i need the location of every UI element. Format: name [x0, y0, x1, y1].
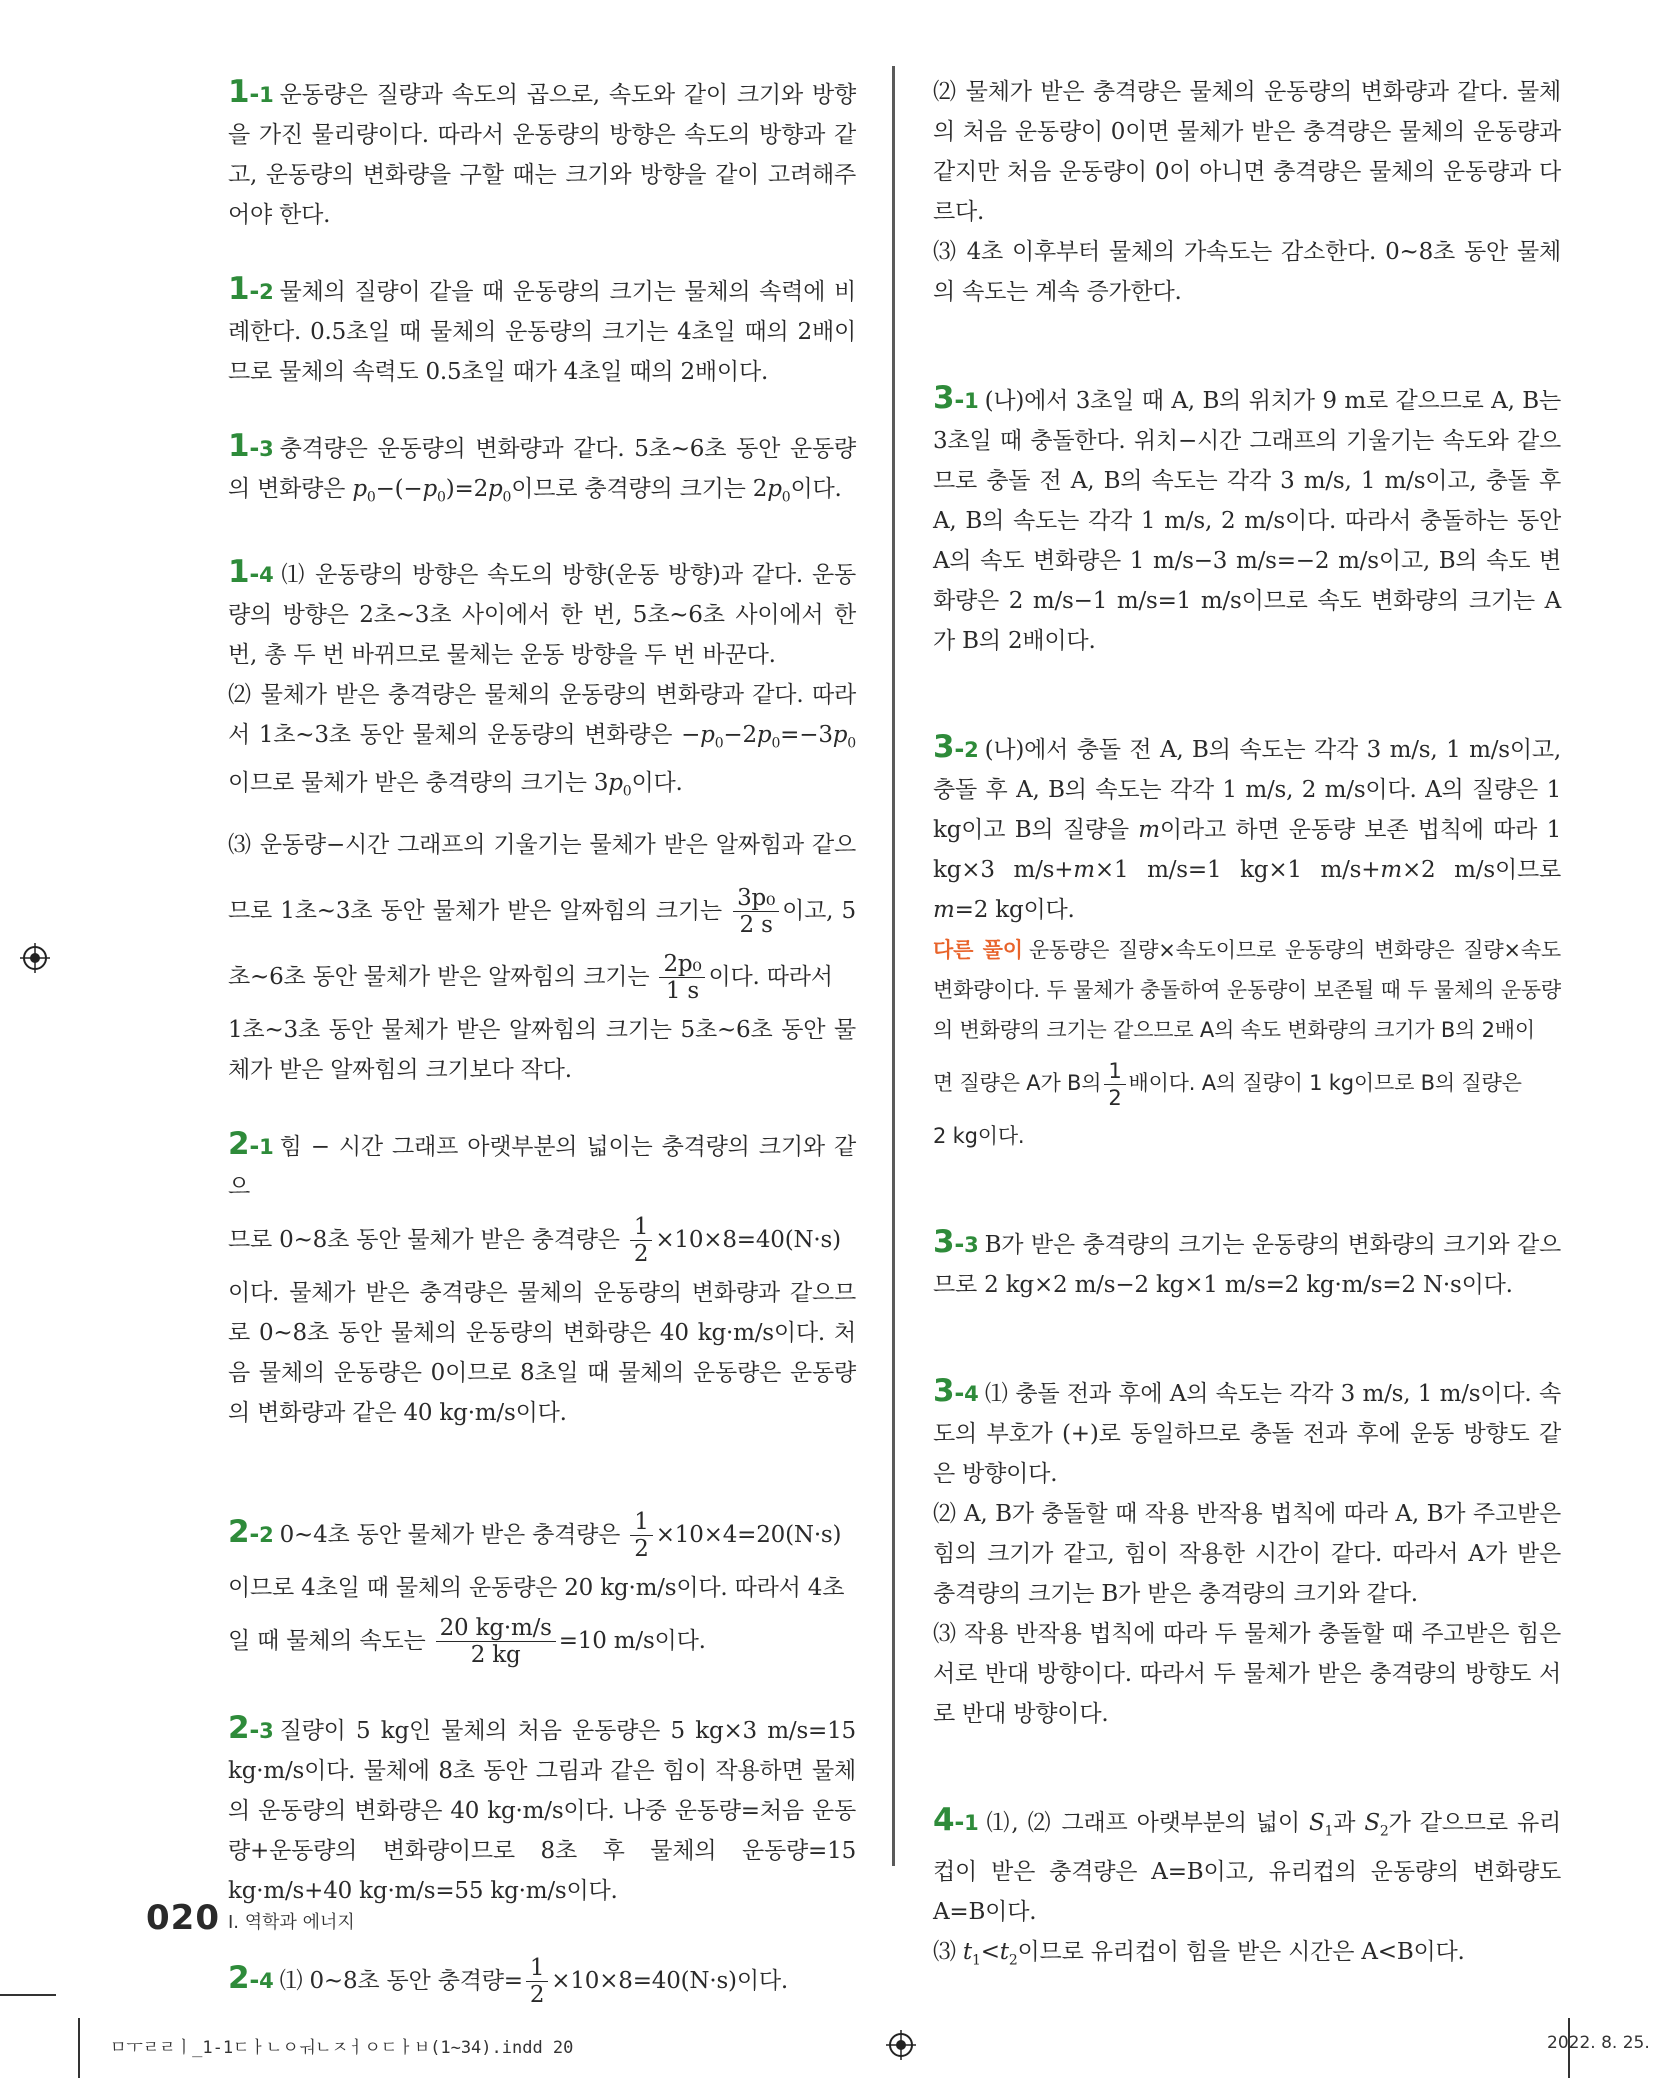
answer-tag: 3-4	[933, 1373, 979, 1409]
answer-tag: 3-3	[933, 1224, 979, 1260]
fraction: $\frac{1}{2}$	[1104, 1058, 1125, 1111]
answer-3-2-main: 3-2 (나)에서 충돌 전 A, B의 속도는 각각 3 m/s, 1 m/s이고, 충돌 후 A, B의 속도는 각각 1 m/s, 2 m/s이다. A의 질량은 1 kg이고 B의 질량을 m이라고 하면 운동량 보존 법칙에 따라 1 kg×3 m/s+m×1 m/s=1 kg×1 m/s+m×2 m/s이므로 m=2 kg이다.	[933, 729, 1562, 923]
answer-4-1-part3: ⑶ $t_1<t_2$이므로 유리컵이 힘을 받은 시간은 A<B이다.	[933, 1938, 1465, 1969]
slug-date: 2022. 8. 25.	[1547, 2033, 1650, 2053]
answer-tag: 3-2	[933, 729, 979, 765]
fraction: $\frac{1}{2}$	[526, 1955, 548, 2008]
right-column	[933, 72, 1561, 1980]
column-divider	[892, 66, 895, 1866]
crop-mark	[78, 2018, 80, 2078]
answer-2-1-line2: 므로 0~8초 동안 물체가 받은 충격량은 $\frac{1}{2}$ ×10×8=40(N·s)	[228, 1214, 841, 1268]
answer-3-1: 3-1 (나)에서 3초일 때 A, B의 위치가 9 m로 같으므로 A, B는 3초일 때 충돌한다. 위치−시간 그래프의 기울기는 속도와 같으므로 충돌 전 A, B의 속도는 각각 3 m/s, 1 m/s이고, 충돌 후 A, B의 속도는 각각 1 m/s, 2 m/s이다. 따라서 충돌하는 동안 A의 속도 변화량은 1 m/s−3 m/s=−2 m/s이고, B의 속도 변화량은 2 m/s−1 m/s=1 m/s이므로 속도 변화량의 크기는 A가 B의 2배이다.	[933, 380, 1561, 654]
answer-tag: 1-2	[228, 271, 274, 307]
left-column	[228, 72, 856, 2014]
answer-2-2-line3: 일 때 물체의 속도는 $\frac{20 kg\cdot m/s}{2 kg}$ =10 m/s이다.	[228, 1615, 706, 1669]
fraction: $\frac{1}{2}$	[630, 1509, 652, 1562]
answer-1-4-part3: ⑶ 운동량−시간 그래프의 기울기는 물체가 받은 알짜힘과 같으므로 1초~3초 동안 물체가 받은 알짜힘의 크기는 $\frac{\text{3p₀}}{2 s}$ 이고, 5초~6초 동안 물체가 받은 알짜힘의 크기는 $\frac{\text{2p₀}}{1 s}$ 이다. 따라서	[228, 831, 856, 1005]
answer-1-3: 1-3 충격량은 운동량의 변화량과 같다. 5초~6초 동안 운동량의 변화량은 $p_0-(-p_0)=2p_0$이므로 충격량의 크기는 $2p_0$이다.	[228, 428, 856, 506]
answer-tag: 2-1	[228, 1125, 274, 1162]
answer-2-2-line1: 2-2 0~4초 동안 물체가 받은 충격량은 $\frac{1}{2}$ ×10×4=20(N·s)	[228, 1509, 842, 1563]
fraction: $\frac{1}{2}$	[630, 1214, 652, 1267]
crop-mark	[0, 1994, 56, 1996]
alternative-solution-line: 면 질량은 A가 B의 $\frac{1}{2}$ 배이다. A의 질량이 1 kg이므로 B의 질량은	[933, 1058, 1522, 1110]
answer-2-3: 2-3 질량이 5 kg인 물체의 처음 운동량은 5 kg×3 m/s=15 kg·m/s이다. 물체에 8초 동안 그림과 같은 힘이 작용하면 물체의 운동량의 변화량은 40 kg·m/s이다. 나중 운동량=처음 운동량+운동량의 변화량이므로 8초 후 물체의 운동량=15 kg·m/s+40 kg·m/s=55 kg·m/s이다.	[228, 1709, 856, 1904]
answer-1-4-part3-cont: 1초~3초 동안 물체가 받은 알짜힘의 크기는 5초~6초 동안 물체가 받은 알짜힘의 크기보다 작다.	[228, 1016, 856, 1083]
answer-3-4-part2: ⑵ A, B가 충돌할 때 작용 반작용 법칙에 따라 A, B가 주고받은 힘의 크기가 같고, 힘이 작용한 시간이 같다. 따라서 A가 받은 충격량의 크기는 B가 받은 충격량의 크기와 같다.	[933, 1501, 1561, 1607]
answer-2-4: 2-4 ⑴ 0~8초 동안 충격량= $\frac{1}{2}$ ×10×8=40(N·s)이다.	[228, 1955, 788, 2009]
answer-2-1	[228, 1124, 856, 1433]
answer-4-1-part1: 4-1 ⑴, ⑵ 그래프 아랫부분의 넓이 $S_1$과 $S_2$가 같으므로 유리컵이 받은 충격량은 A=B이고, 유리컵의 운동량의 변화량도 A=B이다.	[933, 1802, 1561, 1925]
answer-tag: 1-1	[228, 74, 274, 110]
answer-2-1-rest: 이다. 물체가 받은 충격량은 물체의 운동량의 변화량과 같으므로 0~8초 동안 물체의 운동량의 변화량은 40 kg·m/s이다. 처음 물체의 운동량은 0이므로 8초일 때 물체의 운동량은 운동량의 변화량과 같은 40 kg·m/s이다.	[228, 1279, 856, 1426]
answer-tag: 2-2	[228, 1513, 274, 1550]
answer-4-1	[933, 1800, 1561, 1980]
answer-1-1: 1-1 운동량은 질량과 속도의 곱으로, 속도와 같이 크기와 방향을 가진 물리량이다. 따라서 운동량의 방향은 속도의 방향과 같고, 운동량의 변화량을 구할 때는 크기와 방향을 같이 고려해주어야 한다.	[228, 74, 856, 228]
page-number: 020	[146, 1898, 220, 1938]
answer-tag: 1-4	[228, 553, 274, 590]
chapter-title: I. 역학과 에너지	[228, 1912, 355, 1933]
answer-2-4-part3: ⑶ 4초 이후부터 물체의 가속도는 감소한다. 0~8초 동안 물체의 속도는 계속 증가한다.	[933, 239, 1561, 305]
answer-3-4-part3: ⑶ 작용 반작용 법칙에 따라 두 물체가 충돌할 때 주고받은 힘은 서로 반대 방향이다. 따라서 두 물체가 받은 충격량의 방향도 서로 반대 방향이다.	[933, 1621, 1561, 1727]
fraction: $\frac{20 kg\cdot m/s}{2 kg}$	[436, 1615, 556, 1668]
answer-2-1-line1: 2-1 힘 − 시간 그래프 아랫부분의 넓이는 충격량의 크기와 같으	[228, 1125, 856, 1200]
alternative-solution: 다른 풀이 운동량은 질량×속도이므로 운동량의 변화량은 질량×속도 변화량이다. 두 물체가 충돌하여 운동량이 보존될 때 두 물체의 운동량의 변화량의 크기는 같으므로 A의 속도 변화량의 크기가 B의 2배이	[933, 938, 1561, 1042]
alternative-solution-end: 2 kg이다.	[933, 1124, 1025, 1148]
registration-mark-icon	[20, 943, 50, 973]
answer-2-2-line2: 이므로 4초일 때 물체의 운동량은 20 kg·m/s이다. 따라서 4초	[228, 1574, 845, 1601]
answer-tag: 3-1	[933, 380, 979, 416]
answer-1-4-part1: 1-4 ⑴ 운동량의 방향은 속도의 방향(운동 방향)과 같다. 운동량의 방향은 2초~3초 사이에서 한 번, 5초~6초 사이에서 한 번, 총 두 번 바뀌므로 물체는 운동 방향을 두 번 바꾼다.	[228, 553, 856, 668]
answer-3-4	[933, 1371, 1561, 1734]
answer-tag: 2-4	[228, 1959, 274, 1996]
registration-mark-icon	[886, 2030, 916, 2060]
answer-1-4-part2: ⑵ 물체가 받은 충격량은 물체의 운동량의 변화량과 같다. 따라서 1초~3초 동안 물체의 운동량의 변화량은 $-p_0-2p_0=-3p_0$이므로 물체가 받은 충격량의 크기는 $3p_0$이다.	[228, 681, 856, 800]
answer-1-4	[228, 552, 856, 1090]
fraction: $\frac{\text{3p₀}}{2 s}$	[733, 885, 779, 938]
answer-3-2	[933, 727, 1561, 1156]
answer-1-2: 1-2 물체의 질량이 같을 때 운동량의 크기는 물체의 속력에 비례한다. 0.5초일 때 물체의 운동량의 크기는 4초일 때의 2배이므로 물체의 속력도 0.5초일 때가 4초일 때의 2배이다.	[228, 271, 856, 385]
answer-2-2	[228, 1499, 856, 1674]
answer-tag: 1-3	[228, 428, 274, 464]
answer-3-3: 3-3 B가 받은 충격량의 크기는 운동량의 변화량의 크기와 같으므로 2 kg×2 m/s−2 kg×1 m/s=2 kg·m/s=2 N·s이다.	[933, 1224, 1561, 1298]
alternative-solution-label: 다른 풀이	[933, 938, 1023, 962]
slug-filename: ㅁㅜㄹㄹㅣ_1-1ㄷㅏㄴㅇㅝㄴㅈㅓㅇㄷㅏㅂ(1~34).indd 20	[110, 2038, 574, 2058]
answer-tag: 2-3	[228, 1709, 274, 1746]
fraction: $\frac{\text{2p₀}}{1 s}$	[659, 951, 705, 1004]
answer-tag: 4-1	[933, 1802, 979, 1838]
answer-2-4-part2: ⑵ 물체가 받은 충격량은 물체의 운동량의 변화량과 같다. 물체의 처음 운동량이 0이면 물체가 받은 충격량은 물체의 운동량과 같지만 처음 운동량이 0이 아니면 충격량은 물체의 운동량과 다르다.	[933, 79, 1561, 225]
answer-3-4-part1: 3-4 ⑴ 충돌 전과 후에 A의 속도는 각각 3 m/s, 1 m/s이다. 속도의 부호가 (+)로 동일하므로 충돌 전과 후에 운동 방향도 같은 방향이다.	[933, 1373, 1561, 1487]
